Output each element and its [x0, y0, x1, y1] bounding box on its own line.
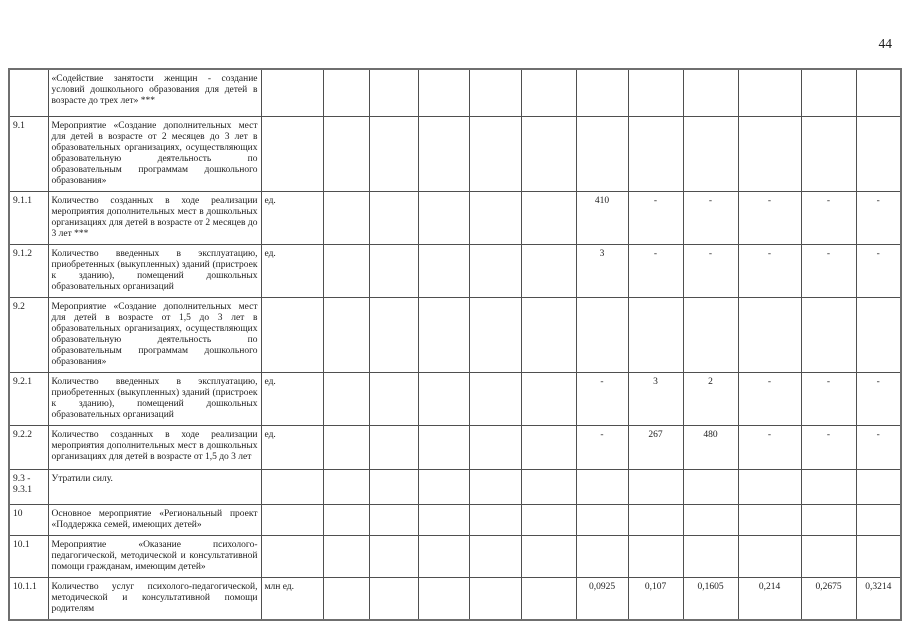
- value-cell: -: [576, 372, 628, 425]
- value-cell: [683, 504, 738, 535]
- value-cell: [628, 297, 683, 372]
- value-cell: [683, 469, 738, 504]
- value-cell: [521, 116, 576, 191]
- value-cell: [683, 535, 738, 577]
- value-cell: [369, 191, 418, 244]
- value-cell: [521, 297, 576, 372]
- row-number-cell: 10: [9, 504, 48, 535]
- value-cell: [369, 577, 418, 620]
- table-row: [9, 191, 901, 244]
- value-cell: [628, 535, 683, 577]
- value-cell: 480: [683, 425, 738, 469]
- row-number-cell: 9.1.2: [9, 244, 48, 297]
- value-cell: -: [738, 191, 801, 244]
- value-cell: [738, 504, 801, 535]
- value-cell: [628, 504, 683, 535]
- value-cell: -: [683, 191, 738, 244]
- value-cell: [418, 535, 469, 577]
- value-cell: [576, 469, 628, 504]
- value-cell: [323, 244, 369, 297]
- activity-name-cell: Количество введенных в эксплуатацию, приобретенных (выкупленных) зданий (пристроек к зданию), помещений дошкольных образовательных организаций: [48, 244, 261, 297]
- activity-name-cell: Количество услуг психолого-педагогической, методической и консультативной помощи родителям: [48, 577, 261, 620]
- value-cell: [521, 535, 576, 577]
- unit-cell: [261, 116, 323, 191]
- value-cell: -: [738, 372, 801, 425]
- value-cell: [369, 69, 418, 116]
- value-cell: [576, 297, 628, 372]
- table-row: [9, 469, 901, 504]
- row-number-cell: 9.3 - 9.3.1: [9, 469, 48, 504]
- table-row: [9, 297, 901, 372]
- value-cell: [369, 116, 418, 191]
- value-cell: [369, 244, 418, 297]
- value-cell: [801, 69, 856, 116]
- value-cell: [469, 425, 521, 469]
- value-cell: [738, 116, 801, 191]
- value-cell: 0,0925: [576, 577, 628, 620]
- value-cell: [521, 372, 576, 425]
- unit-cell: [261, 69, 323, 116]
- unit-cell: [261, 469, 323, 504]
- value-cell: [521, 577, 576, 620]
- value-cell: 2: [683, 372, 738, 425]
- value-cell: -: [801, 191, 856, 244]
- value-cell: [323, 535, 369, 577]
- value-cell: 0,1605: [683, 577, 738, 620]
- activity-name-cell: Количество созданных в ходе реализации мероприятия дополнительных мест в дошкольных организациях для детей в возрасте от 2 месяцев до 3 лет ***: [48, 191, 261, 244]
- value-cell: -: [856, 244, 901, 297]
- value-cell: [521, 469, 576, 504]
- value-cell: [521, 504, 576, 535]
- value-cell: [469, 469, 521, 504]
- value-cell: [469, 577, 521, 620]
- value-cell: [801, 535, 856, 577]
- value-cell: [369, 469, 418, 504]
- value-cell: 3: [576, 244, 628, 297]
- activity-name-cell: Основное мероприятие «Региональный проект «Поддержка семей, имеющих детей»: [48, 504, 261, 535]
- unit-cell: [261, 297, 323, 372]
- value-cell: [418, 469, 469, 504]
- value-cell: [628, 116, 683, 191]
- unit-cell: ед.: [261, 191, 323, 244]
- table-row: [9, 116, 901, 191]
- value-cell: [323, 297, 369, 372]
- value-cell: [628, 69, 683, 116]
- value-cell: [856, 116, 901, 191]
- value-cell: [418, 577, 469, 620]
- value-cell: -: [856, 191, 901, 244]
- value-cell: [469, 244, 521, 297]
- value-cell: [521, 425, 576, 469]
- value-cell: [801, 116, 856, 191]
- row-number-cell: 9.1: [9, 116, 48, 191]
- row-number-cell: 9.1.1: [9, 191, 48, 244]
- unit-cell: [261, 504, 323, 535]
- value-cell: [369, 504, 418, 535]
- value-cell: [469, 504, 521, 535]
- value-cell: [369, 297, 418, 372]
- value-cell: 0,3214: [856, 577, 901, 620]
- value-cell: [369, 535, 418, 577]
- row-number-cell: 9.2.1: [9, 372, 48, 425]
- value-cell: [576, 504, 628, 535]
- value-cell: -: [683, 244, 738, 297]
- value-cell: 3: [628, 372, 683, 425]
- value-cell: [683, 297, 738, 372]
- value-cell: 0,2675: [801, 577, 856, 620]
- page-number: 44: [878, 36, 892, 51]
- value-cell: [418, 425, 469, 469]
- value-cell: [576, 535, 628, 577]
- activity-name-cell: Утратили силу.: [48, 469, 261, 504]
- unit-cell: млн ед.: [261, 577, 323, 620]
- value-cell: [469, 69, 521, 116]
- value-cell: [801, 469, 856, 504]
- value-cell: [369, 425, 418, 469]
- activity-name-cell: «Содействие занятости женщин - создание условий дошкольного образования для детей в возрасте до трех лет» ***: [48, 69, 261, 116]
- value-cell: [418, 69, 469, 116]
- value-cell: [628, 469, 683, 504]
- value-cell: [856, 469, 901, 504]
- value-cell: [521, 244, 576, 297]
- activity-name-cell: Мероприятие «Оказание психолого-педагогической, методической и консультативной помощи гражданам, имеющим детей»: [48, 535, 261, 577]
- activity-name-cell: Количество введенных в эксплуатацию, приобретенных (выкупленных) зданий (пристроек к зданию), помещений дошкольных образовательных организаций: [48, 372, 261, 425]
- value-cell: 0,214: [738, 577, 801, 620]
- value-cell: -: [738, 244, 801, 297]
- value-cell: [323, 577, 369, 620]
- unit-cell: [261, 535, 323, 577]
- value-cell: [856, 535, 901, 577]
- value-cell: -: [801, 425, 856, 469]
- value-cell: [576, 69, 628, 116]
- value-cell: [738, 297, 801, 372]
- value-cell: [369, 372, 418, 425]
- program-indicators-table: [8, 68, 902, 621]
- activity-name-cell: Мероприятие «Создание дополнительных мест для детей в возрасте от 1,5 до 3 лет в образовательных организациях, осуществляющих образовательную деятельность по образовательным программам дошкольного образования»: [48, 297, 261, 372]
- value-cell: [856, 69, 901, 116]
- value-cell: [801, 504, 856, 535]
- value-cell: [683, 116, 738, 191]
- row-number-cell: 9.2.2: [9, 425, 48, 469]
- value-cell: [521, 69, 576, 116]
- unit-cell: ед.: [261, 372, 323, 425]
- value-cell: 0,107: [628, 577, 683, 620]
- row-number-cell: 10.1: [9, 535, 48, 577]
- value-cell: -: [628, 191, 683, 244]
- value-cell: [856, 297, 901, 372]
- row-number-cell: 10.1.1: [9, 577, 48, 620]
- value-cell: [738, 535, 801, 577]
- value-cell: [418, 116, 469, 191]
- value-cell: [418, 504, 469, 535]
- table-row: [9, 372, 901, 425]
- value-cell: -: [628, 244, 683, 297]
- value-cell: [323, 372, 369, 425]
- table-row: [9, 244, 901, 297]
- value-cell: [418, 297, 469, 372]
- activity-name-cell: Количество созданных в ходе реализации мероприятия дополнительных мест в дошкольных организациях для детей в возрасте от 1,5 до 3 лет: [48, 425, 261, 469]
- table-row: [9, 504, 901, 535]
- value-cell: -: [856, 372, 901, 425]
- value-cell: [469, 191, 521, 244]
- unit-cell: ед.: [261, 425, 323, 469]
- value-cell: [323, 504, 369, 535]
- value-cell: [738, 69, 801, 116]
- table-row: [9, 535, 901, 577]
- table-row: [9, 69, 901, 116]
- value-cell: -: [801, 372, 856, 425]
- table-row: [9, 577, 901, 620]
- value-cell: -: [576, 425, 628, 469]
- value-cell: 267: [628, 425, 683, 469]
- value-cell: [418, 372, 469, 425]
- value-cell: [418, 191, 469, 244]
- value-cell: -: [801, 244, 856, 297]
- value-cell: [856, 504, 901, 535]
- value-cell: -: [738, 425, 801, 469]
- row-number-cell: [9, 69, 48, 116]
- value-cell: [683, 69, 738, 116]
- value-cell: [418, 244, 469, 297]
- value-cell: -: [856, 425, 901, 469]
- value-cell: [801, 297, 856, 372]
- value-cell: [323, 191, 369, 244]
- table-row: [9, 425, 901, 469]
- value-cell: [469, 116, 521, 191]
- value-cell: [323, 469, 369, 504]
- value-cell: [469, 535, 521, 577]
- activity-name-cell: Мероприятие «Создание дополнительных мест для детей в возрасте от 2 месяцев до 3 лет в образовательных организациях, осуществляющих образовательную деятельность по образовательным программам дошкольного образования»: [48, 116, 261, 191]
- row-number-cell: 9.2: [9, 297, 48, 372]
- value-cell: [576, 116, 628, 191]
- value-cell: [738, 469, 801, 504]
- value-cell: [323, 69, 369, 116]
- value-cell: [521, 191, 576, 244]
- value-cell: [323, 116, 369, 191]
- value-cell: [469, 372, 521, 425]
- value-cell: [469, 297, 521, 372]
- unit-cell: ед.: [261, 244, 323, 297]
- value-cell: [323, 425, 369, 469]
- value-cell: 410: [576, 191, 628, 244]
